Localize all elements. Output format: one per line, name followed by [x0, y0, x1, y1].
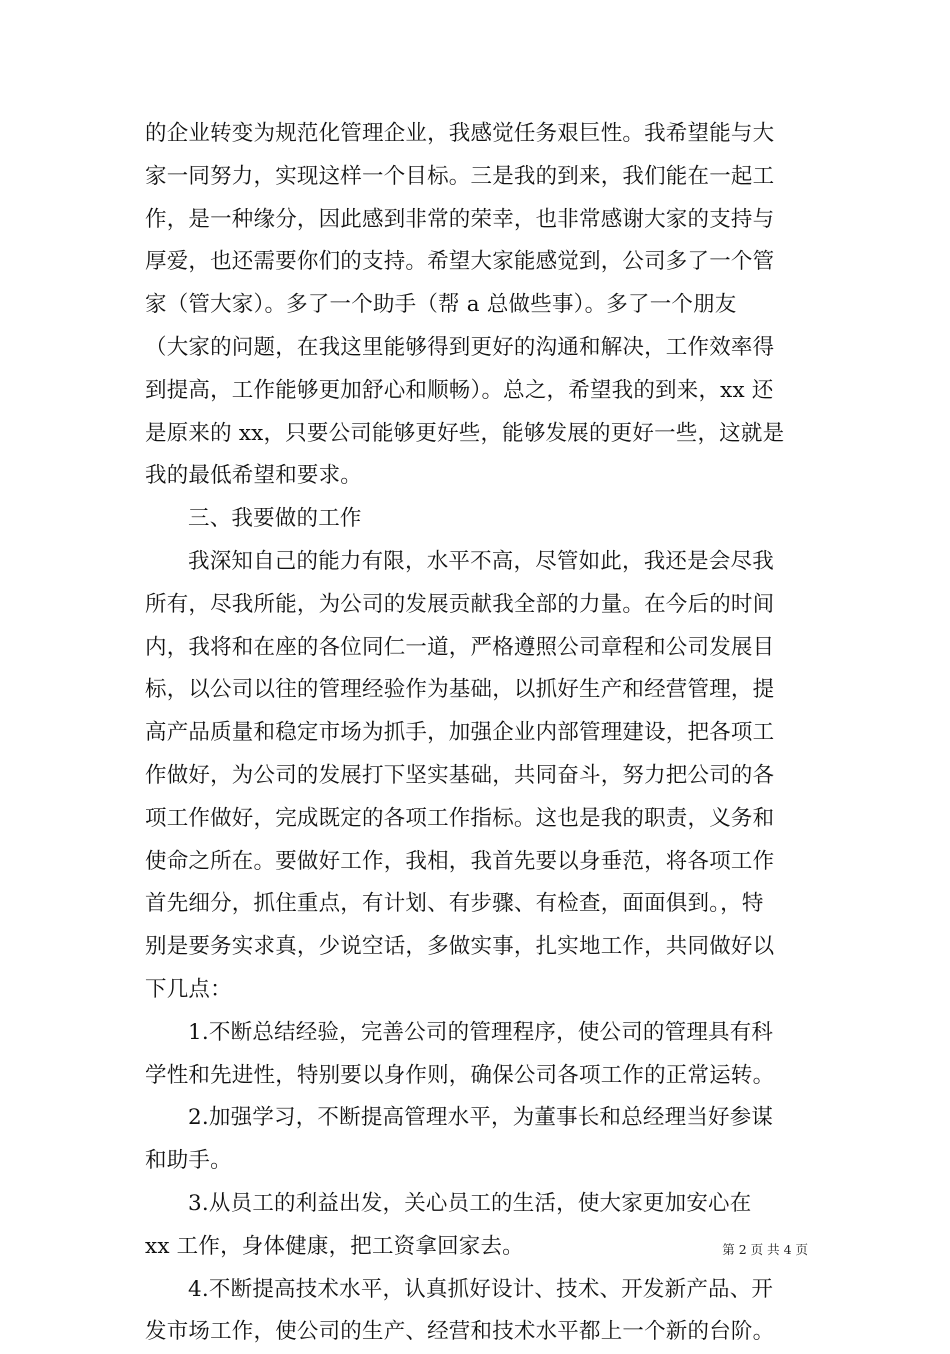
text-line: 家（管大家）。多了一个助手（帮 a 总做些事）。多了一个朋友 — [145, 292, 737, 318]
text-line: 我深知自己的能力有限，水平不高，尽管如此，我还是会尽我 — [188, 548, 774, 574]
text-line: 是原来的 xx，只要公司能够更好些，能够发展的更好一些，这就是 — [145, 420, 785, 446]
text-line: 首先细分，抓住重点，有计划、有步骤、有检查，面面俱到。，特 — [145, 891, 764, 917]
text-line: 所有，尽我所能，为公司的发展贡献我全部的力量。在今后的时间 — [145, 591, 775, 617]
list-item-text: 4.不断提高技术水平，认真抓好设计、技术、开发新产品、开 — [188, 1276, 774, 1302]
text-line: 使命之所在。要做好工作，我相，我首先要以身垂范，将各项工作 — [145, 848, 775, 874]
list-item-text: 3.从员工的利益出发，关心员工的生活，使大家更加安心在 — [188, 1190, 752, 1216]
list-item-text: 2.加强学习，不断提高管理水平，为董事长和总经理当好参谋 — [188, 1105, 774, 1131]
text-line: 我的最低希望和要求。 — [145, 463, 363, 489]
text-line: 家一同努力，实现这样一个目标。三是我的到来，我们能在一起工 — [145, 163, 775, 189]
text-line: 作，是一种缘分，因此感到非常的荣幸，也非常感谢大家的支持与 — [145, 206, 775, 232]
list-item-text: 发市场工作，使公司的生产、经营和技术水平都上一个新的台阶。 — [145, 1319, 775, 1345]
list-item-text: 和助手。 — [145, 1148, 232, 1174]
text-line: 下几点： — [145, 976, 232, 1002]
body-text — [145, 113, 807, 1354]
page-number-footer: 第 2 页 共 4 页 — [722, 1242, 808, 1257]
text-line: 标，以公司以往的管理经验作为基础，以抓好生产和经营管理，提 — [145, 677, 775, 703]
list-item-text: 学性和先进性，特别要以身作则，确保公司各项工作的正常运转。 — [145, 1062, 775, 1088]
text-line: 厚爱，也还需要你们的支持。希望大家能感觉到，公司多了一个管 — [145, 249, 775, 275]
text-line: 内，我将和在座的各位同仁一道，严格遵照公司章程和公司发展目 — [145, 634, 775, 660]
text-line: （大家的问题，在我这里能够得到更好的沟通和解决，工作效率得 — [145, 334, 775, 360]
text-line: 项工作做好，完成既定的各项工作指标。这也是我的职责，义务和 — [145, 805, 775, 831]
list-item-text: xx 工作，身体健康，把工资拿回家去。 — [145, 1233, 524, 1259]
text-line: 的企业转变为规范化管理企业，我感觉任务艰巨性。我希望能与大 — [145, 121, 775, 146]
text-line: 作做好，为公司的发展打下坚实基础，共同奋斗，努力把公司的各 — [145, 762, 775, 788]
text-line: 高产品质量和稳定市场为抓手，加强企业内部管理建设，把各项工 — [145, 720, 775, 746]
text-line: 到提高，工作能够更加舒心和顺畅）。总之，希望我的到来，xx 还 — [145, 377, 774, 403]
list-item-text: 1.不断总结经验，完善公司的管理程序，使公司的管理具有科 — [188, 1019, 774, 1045]
text-line: 别是要务实求真，少说空话，多做实事，扎实地工作，共同做好以 — [145, 934, 775, 960]
section-heading: 三、我要做的工作 — [188, 506, 362, 532]
